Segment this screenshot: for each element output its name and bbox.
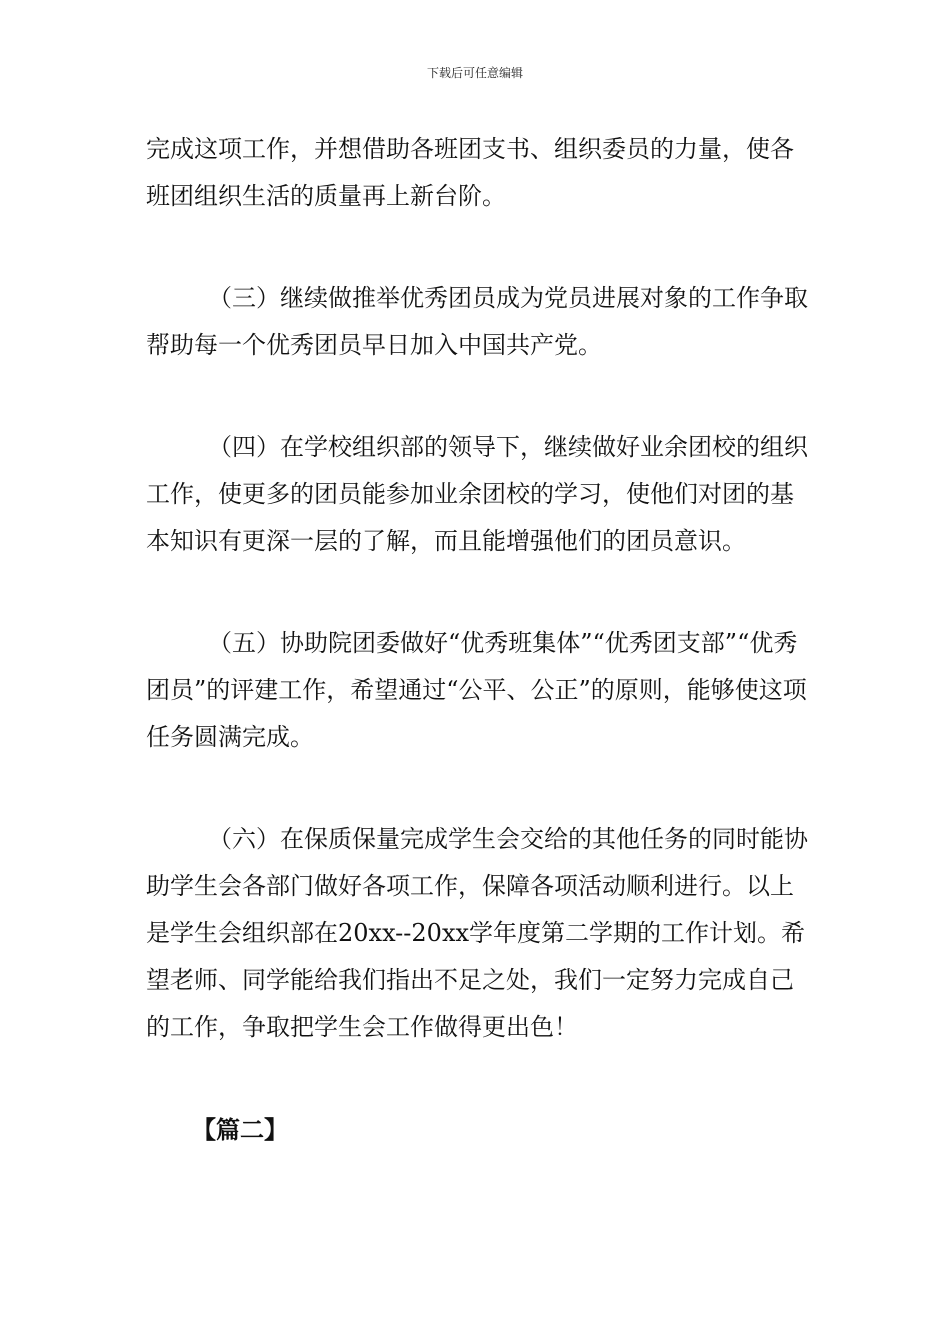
paragraph-gap <box>146 761 808 816</box>
paragraph-item-3: （三）继续做推举优秀团员成为党员进展对象的工作争取帮助每一个优秀团员早日加入中国共产党。 <box>146 284 808 359</box>
paragraph-item-6: （六）在保质保量完成学生会交给的其他任务的同时能协助学生会各部门做好各项工作，保障各项活动顺利进行。以上是学生会组织部在20xx--20xx学年度第二学期的工作计划。希望老师、同学能给我们指出不足之处，我们一定努力完成自己的工作，争取把学生会工作做得更出色！ <box>146 825 808 1041</box>
paragraph-gap <box>146 565 808 620</box>
paragraph-gap <box>146 369 808 424</box>
document-body <box>146 126 808 1153</box>
paragraph-item-4: （四）在学校组织部的领导下，继续做好业余团校的组织工作，使更多的团员能参加业余团校的学习，使他们对团的基本知识有更深一层的了解，而且能增强他们的团员意识。 <box>146 433 808 555</box>
paragraph-gap <box>146 220 808 275</box>
paragraph-gap <box>146 1051 808 1106</box>
paragraph-item-5: （五）协助院团委做好“优秀班集体”“优秀团支部”“优秀团员”的评建工作，希望通过“公平、公正”的原则，能够使这项任务圆满完成。 <box>146 629 807 751</box>
page-header: 下载后可任意编辑 <box>426 66 523 80</box>
section-heading: 【篇二】 <box>192 1115 288 1144</box>
paragraph-continuation: 完成这项工作，并想借助各班团支书、组织委员的力量，使各班团组织生活的质量再上新台阶。 <box>146 135 794 210</box>
